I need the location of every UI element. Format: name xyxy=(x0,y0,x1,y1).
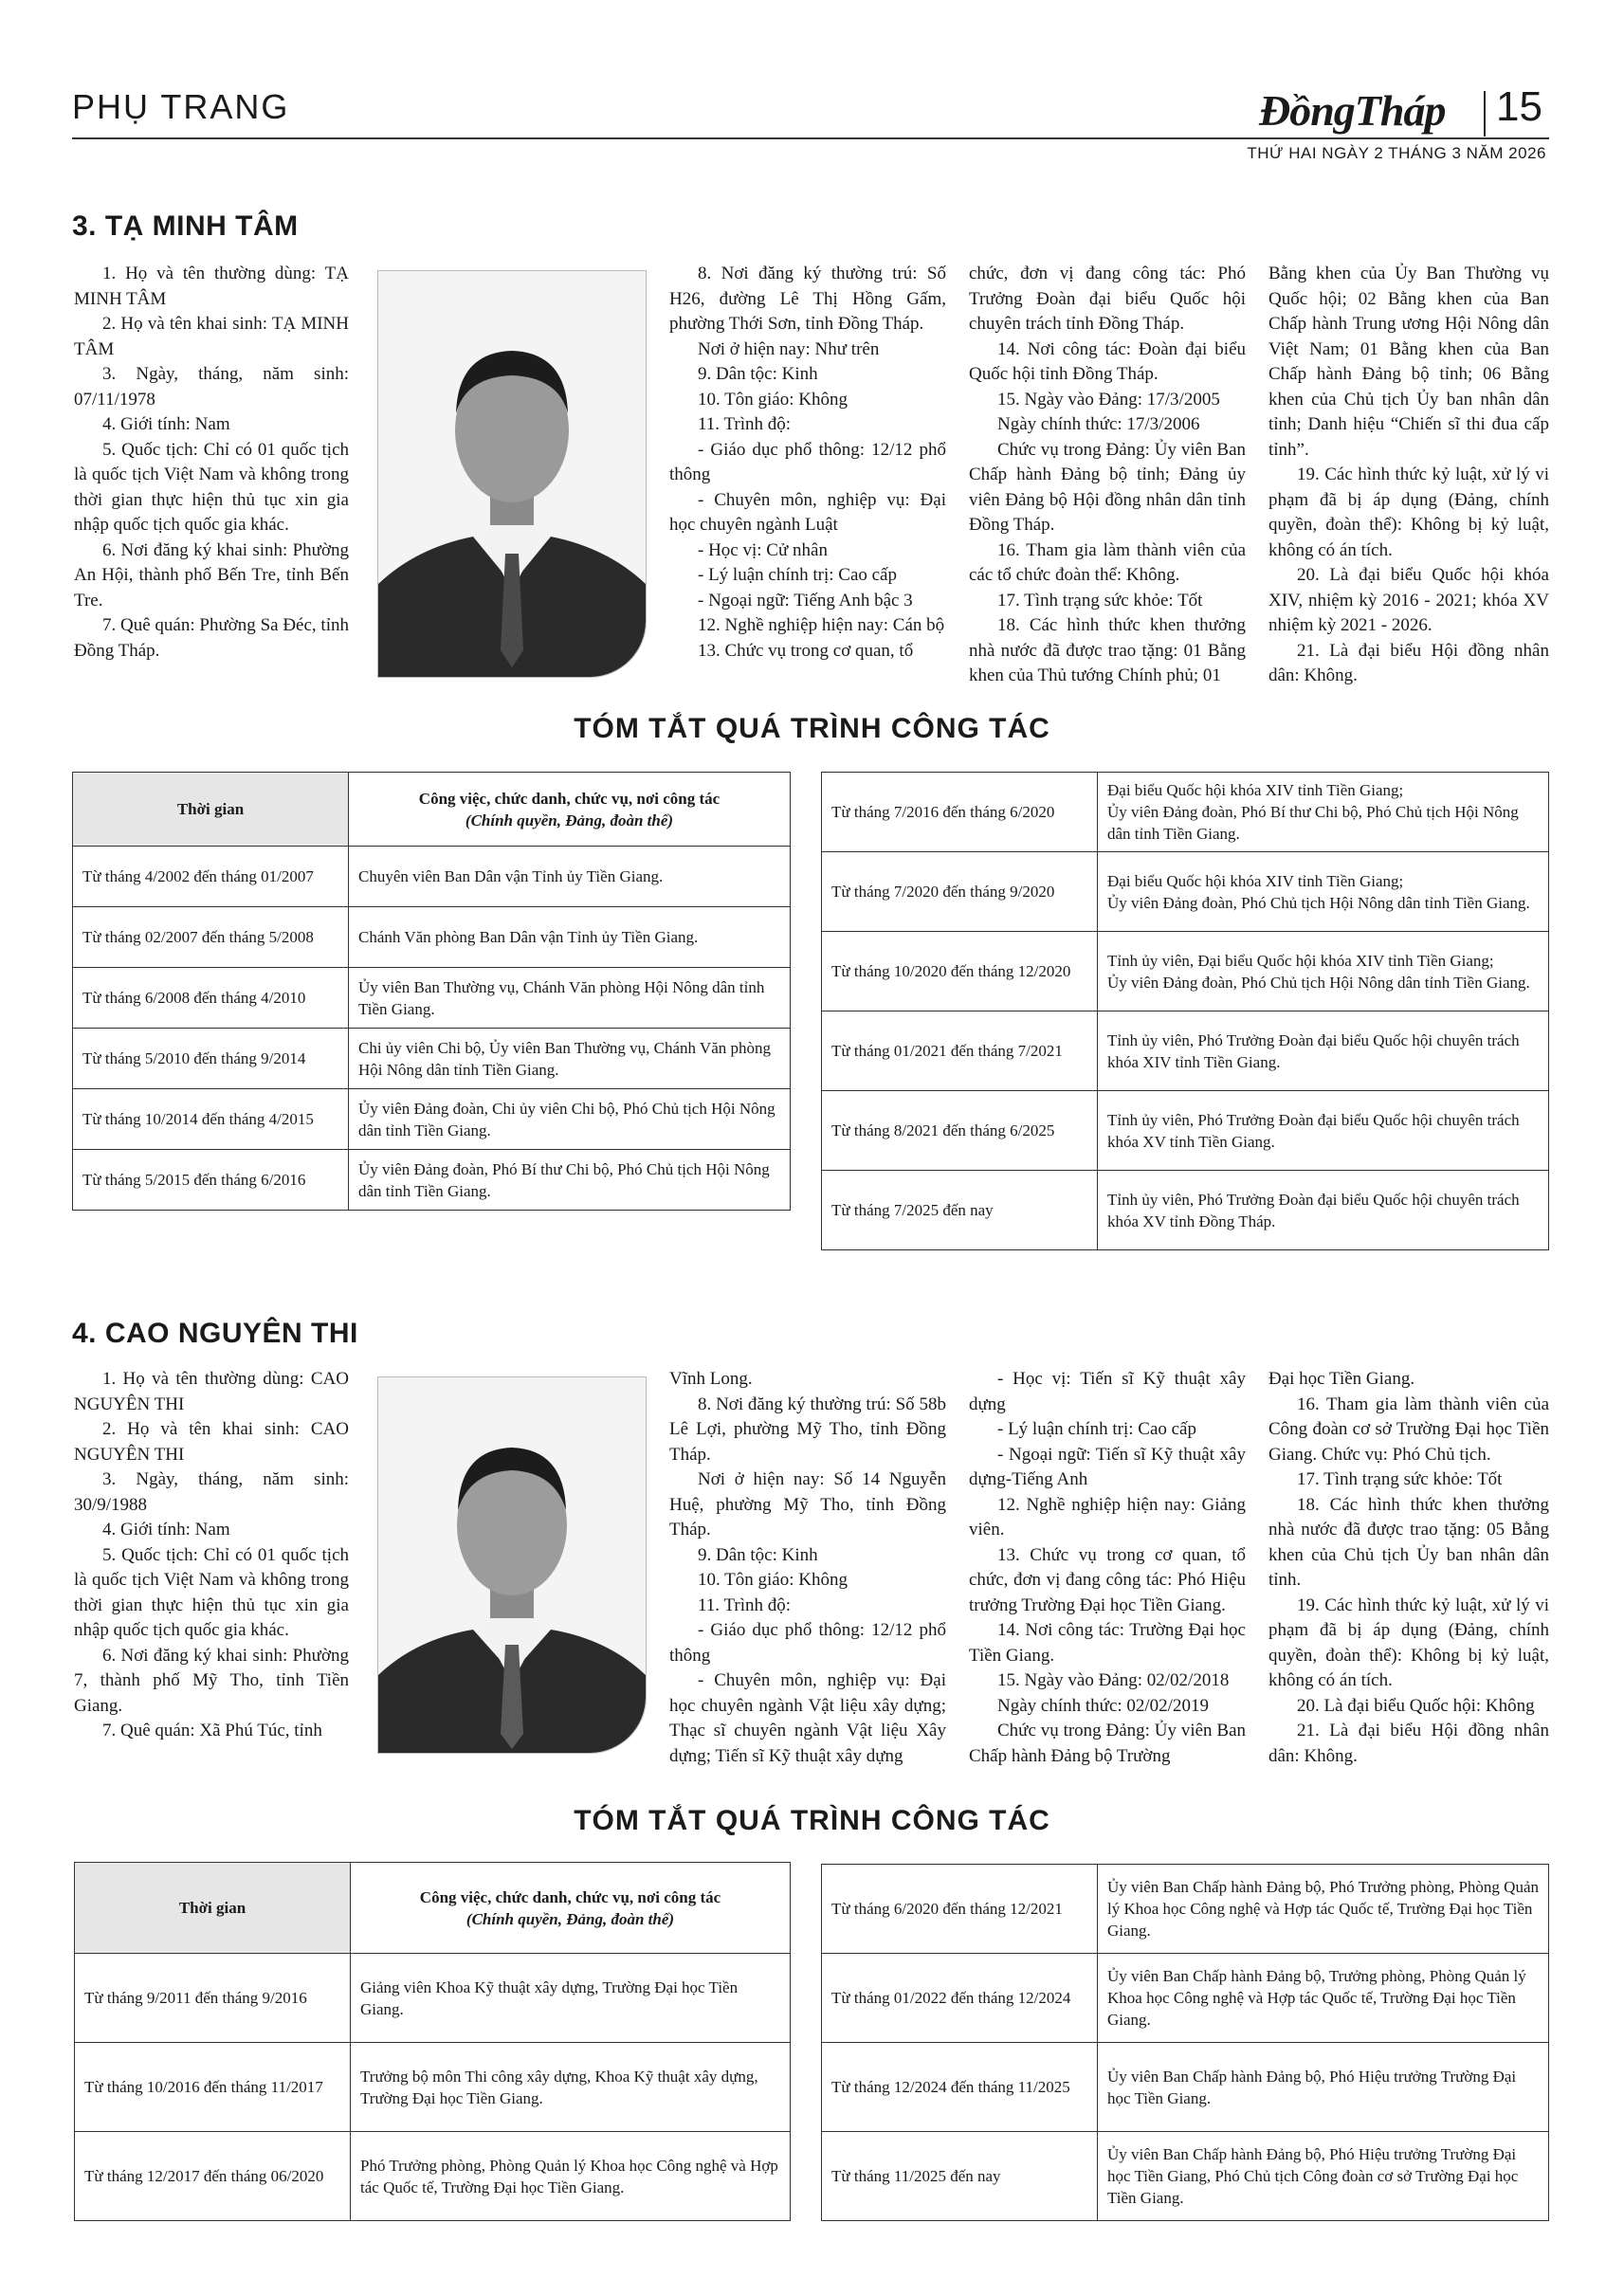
bio-line: - Ngoại ngữ: Tiến sĩ Kỹ thuật xây dựng-Tiếng Anh xyxy=(969,1444,1246,1489)
bio-line: 8. Nơi đăng ký thường trú: Số 58b Lê Lợi, phường Mỹ Tho, tỉnh Đồng Tháp. xyxy=(669,1394,946,1465)
bio-line: 20. Là đại biểu Quốc hội khóa XIV, nhiệm kỳ 2016 - 2021; khóa XV nhiệm kỳ 2021 - 2026. xyxy=(1268,565,1549,635)
bio-line: chức, đơn vị đang công tác: Phó Trưởng Đoàn đại biểu Quốc hội chuyên trách tỉnh Đồng Tháp. xyxy=(969,264,1246,334)
position-cell: Ủy viên Ban Chấp hành Đảng bộ, Trưởng phòng, Phòng Quản lý Khoa học Công nghệ và Hợp tác Quốc tế, Trường Đại học Tiền Giang. xyxy=(1098,1954,1549,2043)
period-cell: Từ tháng 10/2020 đến tháng 12/2020 xyxy=(822,932,1098,1011)
bio-line: 19. Các hình thức kỷ luật, xử lý vi phạm đã bị áp dụng (Đảng, chính quyền, đoàn thể): Không bị kỷ luật, không có án tích. xyxy=(1268,465,1549,560)
position-cell: Ủy viên Ban Thường vụ, Chánh Văn phòng Hội Nông dân tỉnh Tiền Giang. xyxy=(349,968,791,1029)
bio-line: - Chuyên môn, nghiệp vụ: Đại học chuyên ngành Luật xyxy=(669,489,946,535)
position-cell: Ủy viên Ban Chấp hành Đảng bộ, Phó Hiệu trưởng Trường Đại học Tiền Giang, Phó Chủ tịch Công đoàn cơ sở Trường Đại học Tiền Giang. xyxy=(1098,2132,1549,2221)
header-time: Thời gian xyxy=(75,1863,351,1954)
bio-line: - Ngoại ngữ: Tiếng Anh bậc 3 xyxy=(698,590,913,610)
bio-line: 16. Tham gia làm thành viên của Công đoàn cơ sở Trường Đại học Tiền Giang. Chức vụ: Phó Chủ tịch. xyxy=(1268,1394,1549,1465)
period-cell: Từ tháng 9/2011 đến tháng 9/2016 xyxy=(75,1954,351,2043)
bio-line: - Học vị: Cử nhân xyxy=(698,539,828,560)
period-cell: Từ tháng 10/2014 đến tháng 4/2015 xyxy=(73,1089,349,1150)
period-cell: Từ tháng 6/2020 đến tháng 12/2021 xyxy=(822,1865,1098,1954)
bio-line: 20. Là đại biểu Quốc hội: Không xyxy=(1297,1695,1535,1716)
section-label: PHỤ TRANG xyxy=(72,87,290,126)
bio-line: Bằng khen của Ủy Ban Thường vụ Quốc hội; 02 Bằng khen của Ban Chấp hành Trung ương Hội Nông dân Việt Nam; 01 Bằng khen của Ban Chấp hành Đảng bộ tỉnh; 06 Bằng khen của Chủ tịch Ủy ban nhân dân tỉnh; Danh hiệu “Chiến sĩ thi đua cấp tỉnh”. xyxy=(1268,264,1549,460)
bio-line: 14. Nơi công tác: Trường Đại học Tiền Giang. xyxy=(969,1620,1246,1666)
bio-line: 13. Chức vụ trong cơ quan, tổ chức, đơn vị đang công tác: Phó Hiệu trưởng Trường Đại học Tiền Giang. xyxy=(969,1544,1246,1615)
position-cell: Phó Trưởng phòng, Phòng Quản lý Khoa học Công nghệ và Hợp tác Quốc tế, Trường Đại học Tiền Giang. xyxy=(351,2132,791,2221)
bio-line: - Chuyên môn, nghiệp vụ: Đại học chuyên ngành Vật liệu xây dựng; Thạc sĩ chuyên ngành Vật liệu Xây dựng; Tiến sĩ Kỹ thuật xây dựng xyxy=(669,1670,946,1766)
bio-line: 7. Quê quán: Phường Sa Đéc, tỉnh Đồng Tháp. xyxy=(74,615,349,661)
bio-line: 9. Dân tộc: Kinh xyxy=(698,364,818,384)
bio-line: 15. Ngày vào Đảng: 02/02/2018 xyxy=(997,1670,1230,1690)
position-cell: Chi ủy viên Chi bộ, Ủy viên Ban Thường vụ, Chánh Văn phòng Hội Nông dân tỉnh Tiền Giang. xyxy=(349,1029,791,1089)
bio-line: 13. Chức vụ trong cơ quan, tổ xyxy=(698,640,914,661)
bio-line: - Học vị: Tiến sĩ Kỹ thuật xây dựng xyxy=(969,1369,1246,1414)
table-row xyxy=(75,1954,791,2043)
period-cell: Từ tháng 12/2024 đến tháng 11/2025 xyxy=(822,2043,1098,2132)
bio-line: 17. Tình trạng sức khỏe: Tốt xyxy=(997,590,1203,610)
table-row xyxy=(822,1091,1549,1171)
bio-line: 4. Giới tính: Nam xyxy=(102,414,230,434)
bio-line: 1. Họ và tên thường dùng: CAO NGUYÊN THI xyxy=(74,1369,349,1414)
period-cell: Từ tháng 5/2010 đến tháng 9/2014 xyxy=(73,1029,349,1089)
period-cell: Từ tháng 01/2021 đến tháng 7/2021 xyxy=(822,1011,1098,1091)
period-cell: Từ tháng 7/2025 đến nay xyxy=(822,1171,1098,1250)
bio-line: - Giáo dục phổ thông: 12/12 phổ thông xyxy=(669,439,946,484)
bio-line: 9. Dân tộc: Kinh xyxy=(698,1544,818,1565)
position-cell: Đại biểu Quốc hội khóa XIV tỉnh Tiền Giang; Ủy viên Đảng đoàn, Phó Bí thư Chi bộ, Phó Chủ tịch Hội Nông dân tỉnh Tiền Giang. xyxy=(1098,773,1549,852)
table-row xyxy=(822,2043,1549,2132)
bio-line: 7. Quê quán: Xã Phú Túc, tỉnh xyxy=(102,1721,322,1740)
bio-line: 11. Trình độ: xyxy=(698,1594,792,1615)
bio-line: 2. Họ và tên khai sinh: TẠ MINH TÂM xyxy=(74,314,349,359)
career-table-left xyxy=(74,1862,791,2221)
bio-line: - Lý luận chính trị: Cao cấp xyxy=(997,1419,1196,1439)
period-cell: Từ tháng 5/2015 đến tháng 6/2016 xyxy=(73,1150,349,1211)
bio-line: 12. Nghề nghiệp hiện nay: Giảng viên. xyxy=(969,1494,1246,1540)
career-table-left xyxy=(72,772,791,1211)
header-job: Công việc, chức danh, chức vụ, nơi công tác (Chính quyền, Đảng, đoàn thể) xyxy=(349,773,791,847)
table-row xyxy=(75,2132,791,2221)
bio-line: Ngày chính thức: 17/3/2006 xyxy=(997,414,1200,434)
bio-line: 10. Tôn giáo: Không xyxy=(698,389,848,410)
candidate-photo xyxy=(377,1376,647,1754)
period-cell: Từ tháng 12/2017 đến tháng 06/2020 xyxy=(75,2132,351,2221)
position-cell: Tỉnh ủy viên, Phó Trưởng Đoàn đại biểu Quốc hội chuyên trách khóa XV tỉnh Tiền Giang. xyxy=(1098,1091,1549,1171)
summary-title: TÓM TẮT QUÁ TRÌNH CÔNG TÁC xyxy=(574,1805,1050,1836)
bio-line: 21. Là đại biểu Hội đồng nhân dân: Không. xyxy=(1268,1721,1549,1766)
table-row xyxy=(822,1171,1549,1250)
bio-line: 2. Họ và tên khai sinh: CAO NGUYÊN THI xyxy=(74,1419,349,1465)
bio-line: 19. Các hình thức kỷ luật, xử lý vi phạm đã bị áp dụng (Đảng, chính quyền, đoàn thể): Không bị kỷ luật, không có án tích. xyxy=(1268,1594,1549,1690)
bio-column-1 xyxy=(74,1367,349,1744)
bio-line: 18. Các hình thức khen thưởng nhà nước đã được trao tặng: 05 Bằng khen của Chủ tịch Ủy ban nhân dân tỉnh. xyxy=(1268,1494,1549,1590)
bio-line: Ngày chính thức: 02/02/2019 xyxy=(997,1695,1209,1716)
position-cell: Chuyên viên Ban Dân vận Tỉnh ủy Tiền Giang. xyxy=(349,847,791,907)
logo-divider xyxy=(1484,91,1486,137)
position-cell: Giảng viên Khoa Kỹ thuật xây dựng, Trường Đại học Tiền Giang. xyxy=(351,1954,791,2043)
page-number: 15 xyxy=(1496,83,1542,130)
bio-line: 10. Tôn giáo: Không xyxy=(698,1570,848,1590)
table-row xyxy=(75,2043,791,2132)
period-cell: Từ tháng 02/2007 đến tháng 5/2008 xyxy=(73,907,349,968)
bio-column-2 xyxy=(669,1367,946,1769)
bio-line: 12. Nghề nghiệp hiện nay: Cán bộ xyxy=(698,615,945,635)
candidate-title: 3. TẠ MINH TÂM xyxy=(72,210,299,242)
period-cell: Từ tháng 11/2025 đến nay xyxy=(822,2132,1098,2221)
bio-line: 1. Họ và tên thường dùng: TẠ MINH TÂM xyxy=(74,264,349,309)
career-table-right xyxy=(821,772,1549,1250)
bio-column-2 xyxy=(669,262,946,664)
career-table-right xyxy=(821,1864,1549,2221)
table-row xyxy=(73,1089,791,1150)
table-row xyxy=(73,1029,791,1089)
header-time: Thời gian xyxy=(73,773,349,847)
table-row xyxy=(73,907,791,968)
position-cell: Tỉnh ủy viên, Đại biểu Quốc hội khóa XIV tỉnh Tiền Giang; Ủy viên Đảng đoàn, Phó Chủ tịch Hội Nông dân tỉnh Tiền Giang. xyxy=(1098,932,1549,1011)
bio-line: 3. Ngày, tháng, năm sinh: 30/9/1988 xyxy=(74,1469,349,1515)
table-row xyxy=(822,1011,1549,1091)
bio-line: 17. Tình trạng sức khỏe: Tốt xyxy=(1297,1469,1503,1489)
position-cell: Ủy viên Ban Chấp hành Đảng bộ, Phó Trưởng phòng, Phòng Quản lý Khoa học Công nghệ và Hợp tác Quốc tế, Trường Đại học Tiền Giang. xyxy=(1098,1865,1549,1954)
position-cell: Chánh Văn phòng Ban Dân vận Tỉnh ủy Tiền Giang. xyxy=(349,907,791,968)
issue-date: THỨ HAI NGÀY 2 THÁNG 3 NĂM 2026 xyxy=(1247,144,1546,162)
position-cell: Ủy viên Đảng đoàn, Chi ủy viên Chi bộ, Phó Chủ tịch Hội Nông dân tỉnh Tiền Giang. xyxy=(349,1089,791,1150)
bio-line: Đại học Tiền Giang. xyxy=(1268,1369,1415,1389)
period-cell: Từ tháng 01/2022 đến tháng 12/2024 xyxy=(822,1954,1098,2043)
table-row xyxy=(822,852,1549,932)
bio-line: Vĩnh Long. xyxy=(669,1369,753,1389)
table-row xyxy=(73,847,791,907)
candidate-photo xyxy=(377,270,647,678)
portrait-image xyxy=(378,271,646,677)
header-rule xyxy=(72,137,1549,139)
period-cell: Từ tháng 7/2020 đến tháng 9/2020 xyxy=(822,852,1098,932)
bio-column-4 xyxy=(1268,1367,1549,1769)
bio-line: 14. Nơi công tác: Đoàn đại biểu Quốc hội tỉnh Đồng Tháp. xyxy=(969,338,1246,384)
bio-line: Nơi ở hiện nay: Như trên xyxy=(698,338,880,359)
newspaper-logo: ĐồngTháp xyxy=(1259,86,1446,135)
period-cell: Từ tháng 4/2002 đến tháng 01/2007 xyxy=(73,847,349,907)
position-cell: Đại biểu Quốc hội khóa XIV tỉnh Tiền Giang; Ủy viên Đảng đoàn, Phó Chủ tịch Hội Nông dân tỉnh Tiền Giang. xyxy=(1098,852,1549,932)
bio-line: 8. Nơi đăng ký thường trú: Số H26, đường Lê Thị Hồng Gấm, phường Thới Sơn, tỉnh Đồng Tháp. xyxy=(669,264,946,334)
period-cell: Từ tháng 7/2016 đến tháng 6/2020 xyxy=(822,773,1098,852)
position-cell: Trưởng bộ môn Thi công xây dựng, Khoa Kỹ thuật xây dựng, Trường Đại học Tiền Giang. xyxy=(351,2043,791,2132)
position-cell: Ủy viên Ban Chấp hành Đảng bộ, Phó Hiệu trưởng Trường Đại học Tiền Giang. xyxy=(1098,2043,1549,2132)
bio-line: Chức vụ trong Đảng: Ủy viên Ban Chấp hành Đảng bộ Trường xyxy=(969,1721,1246,1766)
table-row xyxy=(822,773,1549,852)
position-cell: Tỉnh ủy viên, Phó Trưởng Đoàn đại biểu Quốc hội chuyên trách khóa XV tỉnh Đồng Tháp. xyxy=(1098,1171,1549,1250)
candidate-title: 4. CAO NGUYÊN THI xyxy=(72,1318,358,1349)
header-job: Công việc, chức danh, chức vụ, nơi công tác (Chính quyền, Đảng, đoàn thể) xyxy=(351,1863,791,1954)
bio-line: Chức vụ trong Đảng: Ủy viên Ban Chấp hành Đảng bộ tỉnh; Đảng ủy viên Đảng bộ Hội đồng nhân dân tỉnh Đồng Tháp. xyxy=(969,439,1246,535)
bio-line: 3. Ngày, tháng, năm sinh: 07/11/1978 xyxy=(74,364,349,410)
bio-line: 15. Ngày vào Đảng: 17/3/2005 xyxy=(997,389,1220,410)
table-row xyxy=(822,1865,1549,1954)
table-row xyxy=(822,1954,1549,2043)
table-row xyxy=(73,968,791,1029)
table-row xyxy=(73,1150,791,1211)
bio-column-4 xyxy=(1268,262,1549,689)
bio-line: 21. Là đại biểu Hội đồng nhân dân: Không. xyxy=(1268,640,1549,685)
portrait-image xyxy=(378,1377,646,1753)
bio-line: - Giáo dục phổ thông: 12/12 phổ thông xyxy=(669,1620,946,1666)
table-row xyxy=(822,932,1549,1011)
bio-line: 6. Nơi đăng ký khai sinh: Phường An Hội, thành phố Bến Tre, tỉnh Bến Tre. xyxy=(74,539,349,610)
bio-line: - Lý luận chính trị: Cao cấp xyxy=(698,565,897,585)
bio-column-3 xyxy=(969,1367,1246,1769)
summary-title: TÓM TẮT QUÁ TRÌNH CÔNG TÁC xyxy=(574,713,1050,744)
table-row xyxy=(822,2132,1549,2221)
position-cell: Tỉnh ủy viên, Phó Trưởng Đoàn đại biểu Quốc hội chuyên trách khóa XIV tỉnh Tiền Giang. xyxy=(1098,1011,1549,1091)
period-cell: Từ tháng 6/2008 đến tháng 4/2010 xyxy=(73,968,349,1029)
bio-line: 5. Quốc tịch: Chỉ có 01 quốc tịch là quốc tịch Việt Nam và không trong thời gian thực hiện thủ tục xin gia nhập quốc tịch quốc gia khác. xyxy=(74,1544,349,1640)
bio-line: 5. Quốc tịch: Chỉ có 01 quốc tịch là quốc tịch Việt Nam và không trong thời gian thực hiện thủ tục xin gia nhập quốc tịch quốc gia khác. xyxy=(74,439,349,535)
bio-line: 11. Trình độ: xyxy=(698,414,792,434)
period-cell: Từ tháng 8/2021 đến tháng 6/2025 xyxy=(822,1091,1098,1171)
bio-line: 16. Tham gia làm thành viên của các tổ chức đoàn thể: Không. xyxy=(969,539,1246,585)
bio-column-1 xyxy=(74,262,349,664)
period-cell: Từ tháng 10/2016 đến tháng 11/2017 xyxy=(75,2043,351,2132)
bio-line: 4. Giới tính: Nam xyxy=(102,1520,230,1540)
bio-line: Nơi ở hiện nay: Số 14 Nguyễn Huệ, phường Mỹ Tho, tỉnh Đồng Tháp. xyxy=(669,1469,946,1540)
bio-line: 18. Các hình thức khen thưởng nhà nước đã được trao tặng: 01 Bằng khen của Thủ tướng Chính phủ; 01 xyxy=(969,615,1246,685)
position-cell: Ủy viên Đảng đoàn, Phó Bí thư Chi bộ, Phó Chủ tịch Hội Nông dân tỉnh Tiền Giang. xyxy=(349,1150,791,1211)
bio-column-3 xyxy=(969,262,1246,689)
bio-line: 6. Nơi đăng ký khai sinh: Phường 7, thành phố Mỹ Tho, tỉnh Tiền Giang. xyxy=(74,1645,349,1716)
